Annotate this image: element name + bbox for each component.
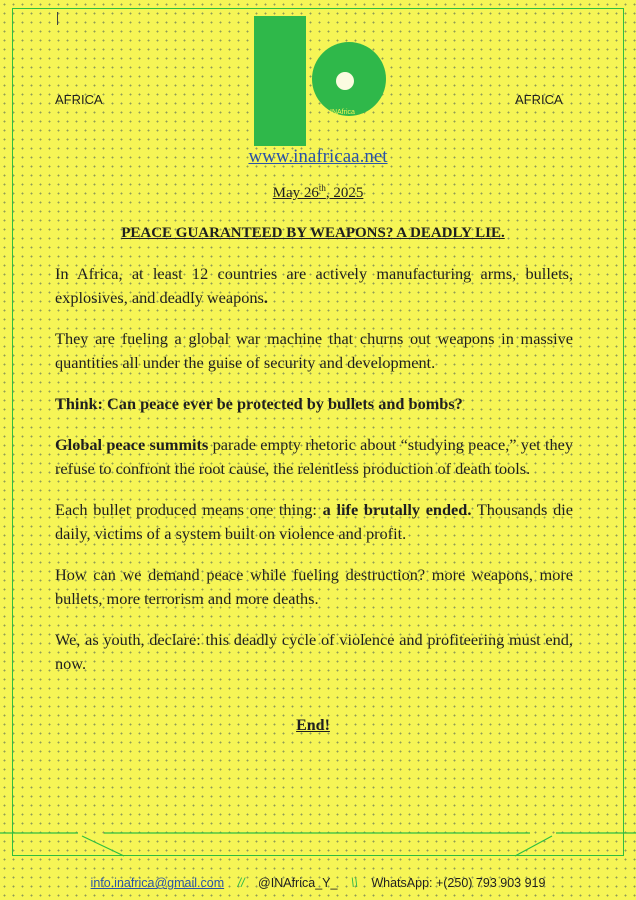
article-body [55,262,573,693]
paragraph-3-text: Think: Can peace ever be protected by bullets and bombs? [55,394,463,413]
article-title: PEACE GUARANTEED BY WEAPONS? A DEADLY LIE. [121,225,505,241]
paragraph-5-bold: a life brutally ended. [322,500,472,519]
paragraph-2: They are fueling a global war machine that churns out weapons in massive quantities all under the guise of security and development. [55,329,573,372]
paragraph-5-text: Thousands die daily, victims of a system built on violence and profit. [55,500,573,543]
date-prefix: May 26 [272,185,319,201]
logo-dot [336,72,354,90]
region-label-left: AFRICA [55,92,103,107]
end-marker: End! [296,717,330,734]
text-cursor [57,12,58,25]
paragraph-4-bold: Global peace summits [55,435,209,454]
region-label-right: AFRICA [515,92,563,107]
date-suffix: th [318,183,326,193]
logo-label: INAfrica [330,109,355,116]
website-link[interactable]: www.inafricaa.net [248,146,388,167]
logo-bar [254,16,306,146]
contact-footer [0,876,636,890]
paragraph-3 [55,392,573,416]
paragraph-1-period: . [263,288,268,307]
paragraph-7: We, as youth, declare: this deadly cycle of violence and profiteering must end, now. [55,630,573,673]
footer-separator-1: // [237,876,245,890]
date-year: , 2025 [325,185,364,201]
paragraph-6: How can we demand peace while fueling destruction? more weapons, more bullets, more terrorism and more deaths. [55,565,573,608]
social-handle[interactable]: @INAfrica_Y_ [258,876,338,890]
publish-date [0,183,636,202]
paragraph-5-start: Each bullet produced means one thing: [55,500,323,519]
paragraph-5 [55,498,573,546]
paragraph-4 [55,433,573,481]
inafrica-logo [254,16,388,146]
footer-separator-2: \\ [350,876,358,890]
whatsapp-contact[interactable]: WhatsApp: +(250) 793 903 919 [371,876,546,890]
paragraph-1-text: In Africa, at least 12 countries are actively manufacturing arms, bullets, explosives, and deadly weapons [55,264,573,307]
paragraph-1 [55,262,573,310]
email-link[interactable]: info.inafrica@gmail.com [90,876,225,890]
paragraph-4-text: parade empty rhetoric about “studying peace,” yet they refuse to confront the root cause, the relentless production of death tools. [55,435,574,478]
footer-divider [0,820,636,865]
